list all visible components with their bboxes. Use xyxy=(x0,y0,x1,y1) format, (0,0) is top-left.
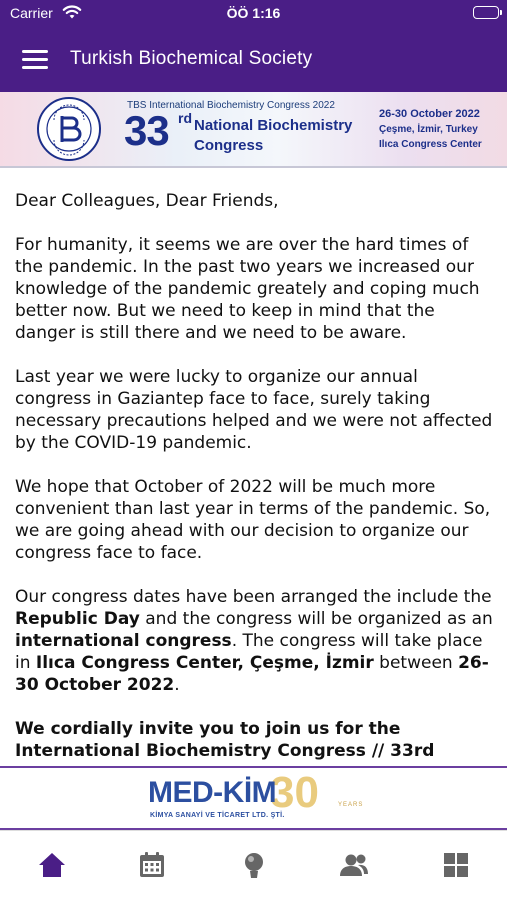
calendar-icon[interactable] xyxy=(136,849,168,881)
speaker-icon[interactable] xyxy=(238,849,270,881)
paragraph-2: Last year we were lucky to organize our annual congress in Gaziantep face to face, surely taking necessary precautions helped and we were not affected by the COVID-19 pandemic. xyxy=(15,367,493,453)
welcome-letter[interactable] xyxy=(0,190,507,766)
society-seal-logo xyxy=(36,96,102,162)
clock: ÖÖ 1:16 xyxy=(226,5,281,21)
home-icon[interactable] xyxy=(36,849,68,881)
international-congress-text: international congress xyxy=(15,631,232,651)
sponsor-banner[interactable] xyxy=(0,766,507,830)
sponsor-logo xyxy=(148,768,368,826)
banner-venue: Ilıca Congress Center xyxy=(379,139,482,150)
banner-location: Çeşme, İzmir, Turkey xyxy=(379,124,478,135)
status-bar xyxy=(0,0,507,28)
paragraph-3: We hope that October of 2022 will be much more convenient than last year in terms of the pandemic. So, we are going ahead with our decision to organize our congress face to face. xyxy=(15,477,491,563)
paragraph-5: We cordially invite you to join us for the International Biochemistry Congress // 33rd xyxy=(15,719,435,761)
sponsor-name: MED-KİM xyxy=(148,776,277,809)
menu-icon[interactable] xyxy=(22,50,48,70)
participants-icon[interactable] xyxy=(338,849,370,881)
banner-number: 33 xyxy=(124,107,169,154)
dates-text: 26-30 October 2022 xyxy=(15,653,489,695)
paragraph-4: Our congress dates have been arranged the include the Republic Day and the congress will be organized as an international congress. The congress will take place in Ilıca Congress Center, Çeşme, İzmir between 26-30 October 2022. xyxy=(15,587,493,695)
battery-icon xyxy=(473,6,499,19)
congress-banner[interactable] xyxy=(0,92,507,168)
banner-dates: 26-30 October 2022 xyxy=(379,108,480,120)
sponsor-years-number: 30 xyxy=(270,768,319,817)
sponsor-subtitle: KİMYA SANAYİ VE TİCARET LTD. ŞTİ. xyxy=(150,812,285,819)
nav-bar xyxy=(0,28,507,92)
banner-title-line1: National Biochemistry xyxy=(194,117,353,134)
paragraph-1: For humanity, it seems we are over the hard times of the pandemic. In the past two years we increased our knowledge of the pandemic greately and coping much better now. But we need to keep in mind that the danger is still there and we need to be aware. xyxy=(15,235,480,343)
carrier-label: Carrier xyxy=(10,5,53,21)
banner-subtitle: TBS International Biochemistry Congress 2022 xyxy=(127,100,335,111)
grid-icon[interactable] xyxy=(440,849,472,881)
banner-ordinal: rd xyxy=(178,110,192,126)
republic-day-text: Republic Day xyxy=(15,609,140,629)
greeting: Dear Colleagues, Dear Friends, xyxy=(15,191,279,211)
page-title: Turkish Biochemical Society xyxy=(70,48,313,69)
tab-bar xyxy=(0,830,507,900)
sponsor-years-label: YEARS xyxy=(338,802,364,808)
venue-text: Ilıca Congress Center, Çeşme, İzmir xyxy=(35,653,374,673)
banner-title-line2: Congress xyxy=(194,137,264,154)
